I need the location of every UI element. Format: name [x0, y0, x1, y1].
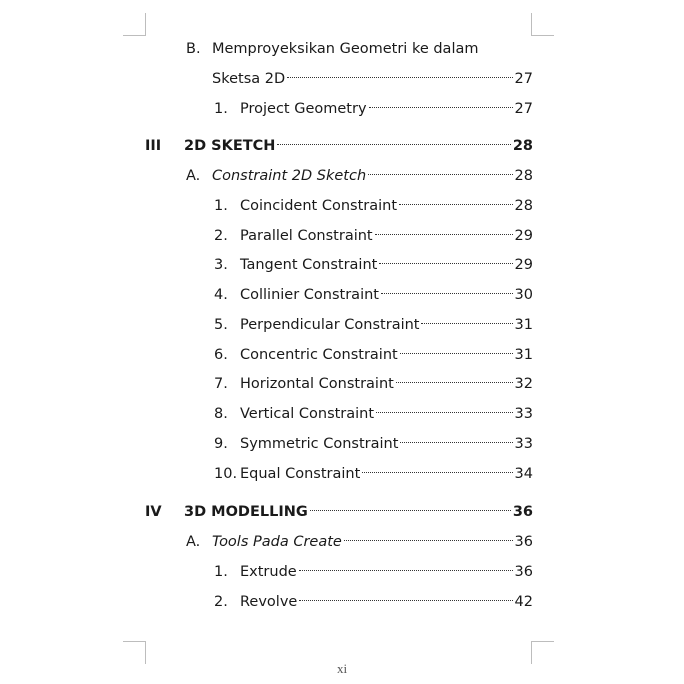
toc-entry-title: Collinier Constraint: [240, 287, 379, 303]
toc-entry-number: 9.: [214, 436, 228, 452]
dot-leader: [376, 412, 512, 413]
toc-entry-title: Vertical Constraint: [240, 406, 375, 422]
toc-item-entry: [140, 560, 533, 584]
toc-entry-title: Tools Pada Create: [212, 534, 342, 550]
dot-leader: [381, 293, 513, 294]
toc-item-entry: [140, 313, 533, 337]
toc-item-entry: [140, 97, 533, 121]
toc-entry-number: 4.: [214, 287, 228, 303]
toc-entry-page: 28: [514, 198, 533, 214]
toc-entry-page: 27: [514, 71, 533, 87]
toc-entry-page: 33: [514, 406, 533, 422]
toc-entry-page: 34: [514, 466, 533, 482]
toc-entry-page: 27: [514, 101, 533, 117]
dot-leader: [287, 77, 512, 78]
dot-leader: [362, 472, 512, 473]
toc-entry-number: 1.: [214, 198, 228, 214]
toc-entry-page: 36: [514, 534, 533, 550]
toc-item-entry: [140, 283, 533, 307]
toc-item-entry: [140, 224, 533, 248]
toc-chapter-entry: [140, 134, 533, 158]
toc-entry-page: 28: [512, 138, 533, 154]
toc-entry-title: Constraint 2D Sketch: [212, 168, 367, 184]
toc-entry-number: A.: [186, 534, 201, 550]
toc-entry-number: 2.: [214, 594, 228, 610]
toc-section-entry: [140, 67, 533, 91]
toc-entry-page: 31: [514, 317, 533, 333]
toc-item-entry: [140, 462, 533, 486]
toc-item-entry: [140, 343, 533, 367]
toc-entry-page: 28: [514, 168, 533, 184]
toc-entry-number: IV: [145, 504, 162, 520]
page-number: xi: [336, 661, 348, 676]
dot-leader: [396, 382, 513, 383]
toc-entry-number: B.: [186, 41, 201, 57]
dot-leader: [421, 323, 512, 324]
toc-entry-number: III: [145, 138, 162, 154]
toc-entry-page: 32: [514, 376, 533, 392]
toc-entry-title: Revolve: [240, 594, 298, 610]
toc-entry-title: 3D MODELLING: [184, 504, 308, 520]
toc-entry-number: 5.: [214, 317, 228, 333]
toc-entry-title: Coincident Constraint: [240, 198, 398, 214]
dot-leader: [375, 234, 513, 235]
toc-entry-number: 3.: [214, 257, 228, 273]
toc-entry-number: 1.: [214, 101, 228, 117]
crop-mark-top-left: [123, 13, 146, 36]
toc-entry-title: Tangent Constraint: [240, 257, 378, 273]
toc-entry-title: Parallel Constraint: [240, 228, 373, 244]
toc-entry-number: 1.: [214, 564, 228, 580]
dot-leader: [369, 107, 513, 108]
toc-entry-title: Memproyeksikan Geometri ke dalam: [212, 41, 479, 57]
toc-entry-number: 8.: [214, 406, 228, 422]
toc-item-entry: [140, 372, 533, 396]
toc-entry-title: Symmetric Constraint: [240, 436, 399, 452]
toc-entry-number: A.: [186, 168, 201, 184]
toc-entry-page: 36: [514, 564, 533, 580]
crop-mark-top-right: [531, 13, 554, 36]
toc-entry-title: Sketsa 2D: [212, 71, 286, 87]
toc-entry-page: 30: [514, 287, 533, 303]
dot-leader: [399, 204, 513, 205]
toc-item-entry: [140, 253, 533, 277]
toc-item-entry: [140, 402, 533, 426]
toc-section-entry: [140, 530, 533, 554]
dot-leader: [299, 570, 513, 571]
dot-leader: [344, 540, 513, 541]
toc-entry-title: Extrude: [240, 564, 297, 580]
toc-item-entry: [140, 432, 533, 456]
dot-leader: [277, 144, 510, 145]
dot-leader: [400, 353, 513, 354]
toc-entry-page: 33: [514, 436, 533, 452]
toc-entry-number: 10.: [214, 466, 238, 482]
toc-entry-title: Perpendicular Constraint: [240, 317, 420, 333]
toc-entry-number: 7.: [214, 376, 228, 392]
toc-item-entry: [140, 194, 533, 218]
toc-entry-page: 29: [514, 228, 533, 244]
dot-leader: [310, 510, 511, 511]
dot-leader: [379, 263, 512, 264]
toc-section-entry: [140, 37, 533, 61]
toc-entry-page: 42: [514, 594, 533, 610]
toc-entry-title: Equal Constraint: [240, 466, 361, 482]
toc-entry-title: Horizontal Constraint: [240, 376, 394, 392]
toc-entry-title: Concentric Constraint: [240, 347, 398, 363]
toc-entry-number: 2.: [214, 228, 228, 244]
toc-entry-page: 29: [514, 257, 533, 273]
toc-entry-title: Project Geometry: [240, 101, 367, 117]
toc-section-entry: [140, 164, 533, 188]
toc-entry-page: 36: [512, 504, 533, 520]
dot-leader: [400, 442, 512, 443]
toc-entry-title: 2D SKETCH: [184, 138, 276, 154]
dot-leader: [368, 174, 512, 175]
toc-entry-number: 6.: [214, 347, 228, 363]
toc-entry-page: 31: [514, 347, 533, 363]
dot-leader: [299, 600, 512, 601]
toc-chapter-entry: [140, 500, 533, 524]
toc-item-entry: [140, 590, 533, 614]
